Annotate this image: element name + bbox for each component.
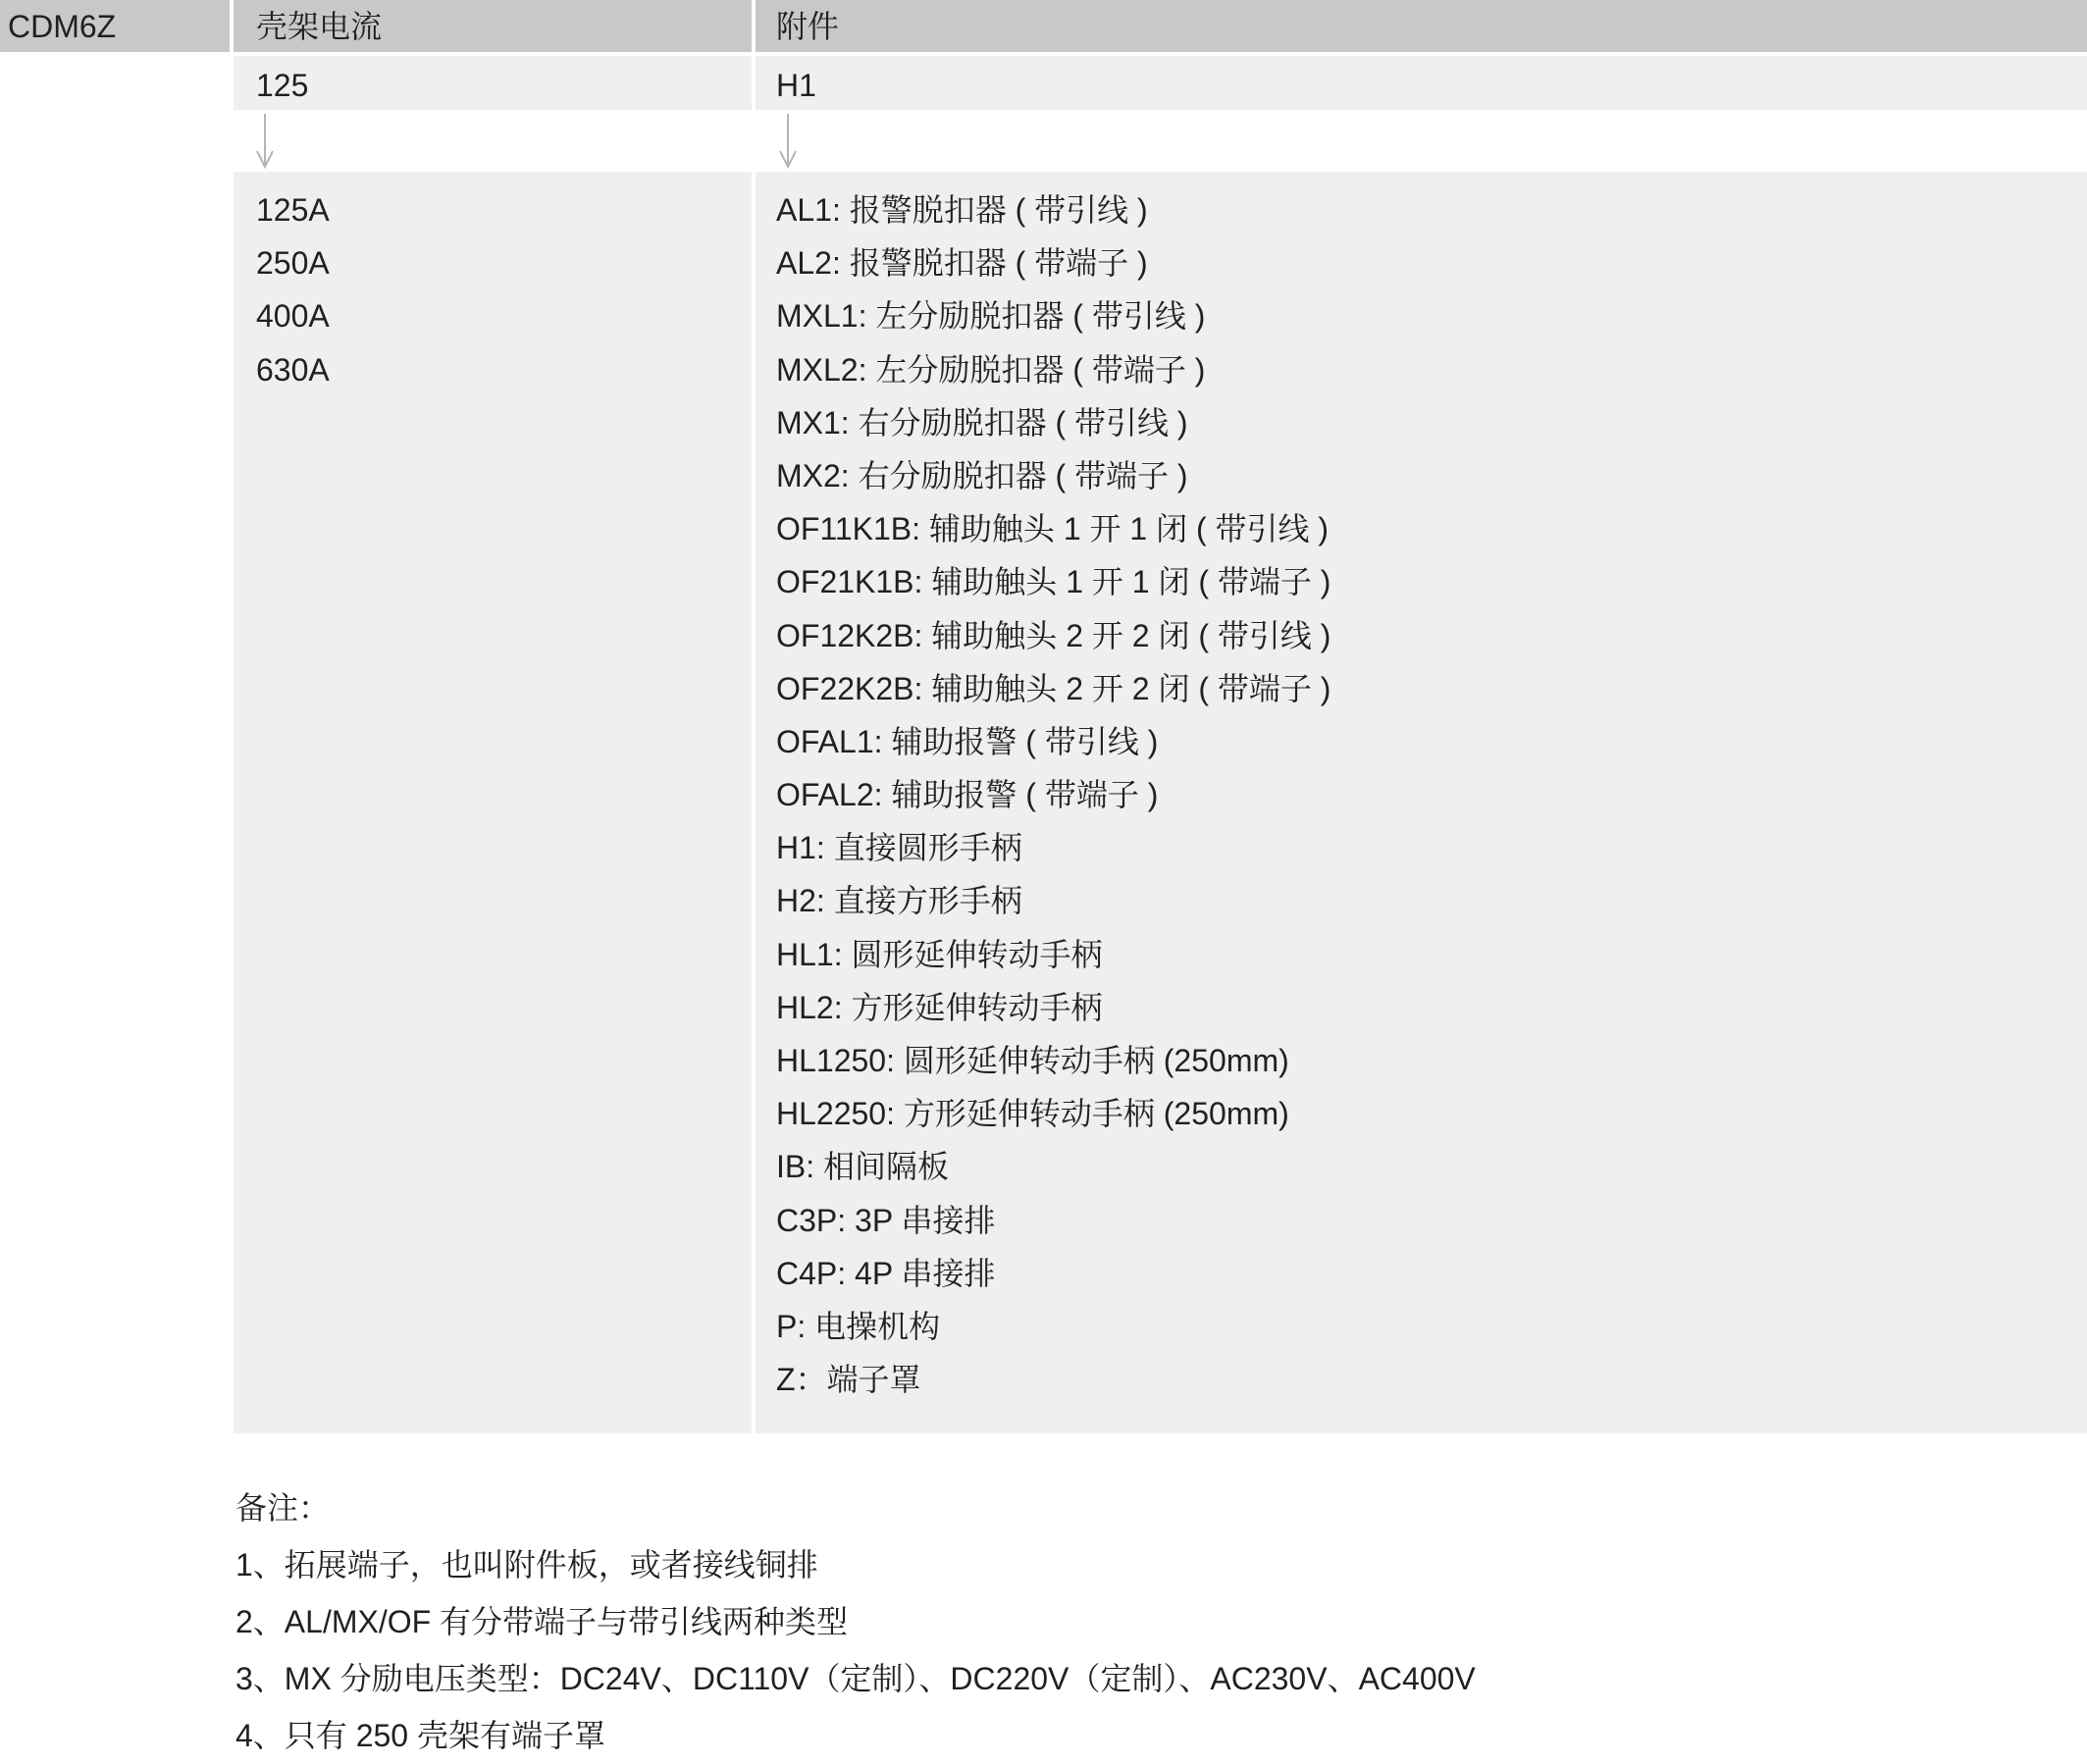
note-item: 1、拓展端子，也叫附件板，或者接线铜排 [235,1547,818,1582]
accessory-option: MX2: 右分励脱扣器 ( 带端子 ) [776,457,1188,493]
accessory-list [776,183,1330,1406]
accessory-option: HL1250: 圆形延伸转动手柄 (250mm) [776,1043,1289,1078]
down-arrow-icon [255,112,275,169]
header-cell-accessory [756,0,2087,52]
model-label: CDM6Z [8,9,117,44]
example-cell-accessory [756,56,2087,110]
example-cell-frame-current [234,56,752,110]
accessory-option: OF22K2B: 辅助触头 2 开 2 闭 ( 带端子 ) [776,670,1331,706]
note-item: 2、AL/MX/OF 有分带端子与带引线两种类型 [235,1604,849,1639]
accessory-option: OF12K2B: 辅助触头 2 开 2 闭 ( 带引线 ) [776,617,1331,653]
accessory-header: 附件 [776,9,840,44]
accessory-option: Z：端子罩 [776,1362,921,1398]
accessory-option: AL1: 报警脱扣器 ( 带引线 ) [776,192,1148,228]
accessory-option: OF11K1B: 辅助触头 1 开 1 闭 ( 带引线 ) [776,511,1330,547]
accessory-option: OF21K1B: 辅助触头 1 开 1 闭 ( 带端子 ) [776,564,1331,600]
note-item: 3、MX 分励电压类型：DC24V、DC110V（定制）、DC220V（定制）、AC230V、AC400V [235,1661,1476,1696]
example-frame-current: 125 [256,68,309,103]
notes-section [235,1479,1476,1764]
accessory-option: MX1: 右分励脱扣器 ( 带引线 ) [776,404,1188,441]
accessory-option: H2: 直接方形手柄 [776,883,1022,919]
accessory-option: OFAL1: 辅助报警 ( 带引线 ) [776,723,1159,759]
note-item: 4、只有 250 壳架有端子罩 [235,1718,605,1753]
accessory-option: IB: 相间隔板 [776,1149,950,1185]
accessory-option: C4P: 4P 串接排 [776,1255,996,1291]
frame-current-list [256,183,330,396]
example-accessory: H1 [776,68,816,103]
accessory-option: OFAL2: 辅助报警 ( 带端子 ) [776,777,1159,813]
notes-title: 备注： [235,1490,331,1526]
frame-current-option: 630A [256,351,330,388]
down-arrow-icon [778,112,798,169]
accessory-option: HL2250: 方形延伸转动手柄 (250mm) [776,1096,1289,1132]
accessory-option: C3P: 3P 串接排 [776,1202,996,1238]
accessory-option: HL1: 圆形延伸转动手柄 [776,936,1103,972]
frame-current-header: 壳架电流 [256,9,383,44]
frame-current-option: 400A [256,298,330,335]
accessory-option: H1: 直接圆形手柄 [776,830,1022,866]
frame-current-option: 125A [256,192,330,228]
accessory-option: MXL2: 左分励脱扣器 ( 带端子 ) [776,351,1206,388]
accessory-option: HL2: 方形延伸转动手柄 [776,989,1103,1025]
frame-current-option: 250A [256,245,330,282]
accessory-option: P: 电操机构 [776,1308,941,1344]
accessory-option: AL2: 报警脱扣器 ( 带端子 ) [776,245,1148,282]
accessory-option: MXL1: 左分励脱扣器 ( 带引线 ) [776,298,1206,335]
